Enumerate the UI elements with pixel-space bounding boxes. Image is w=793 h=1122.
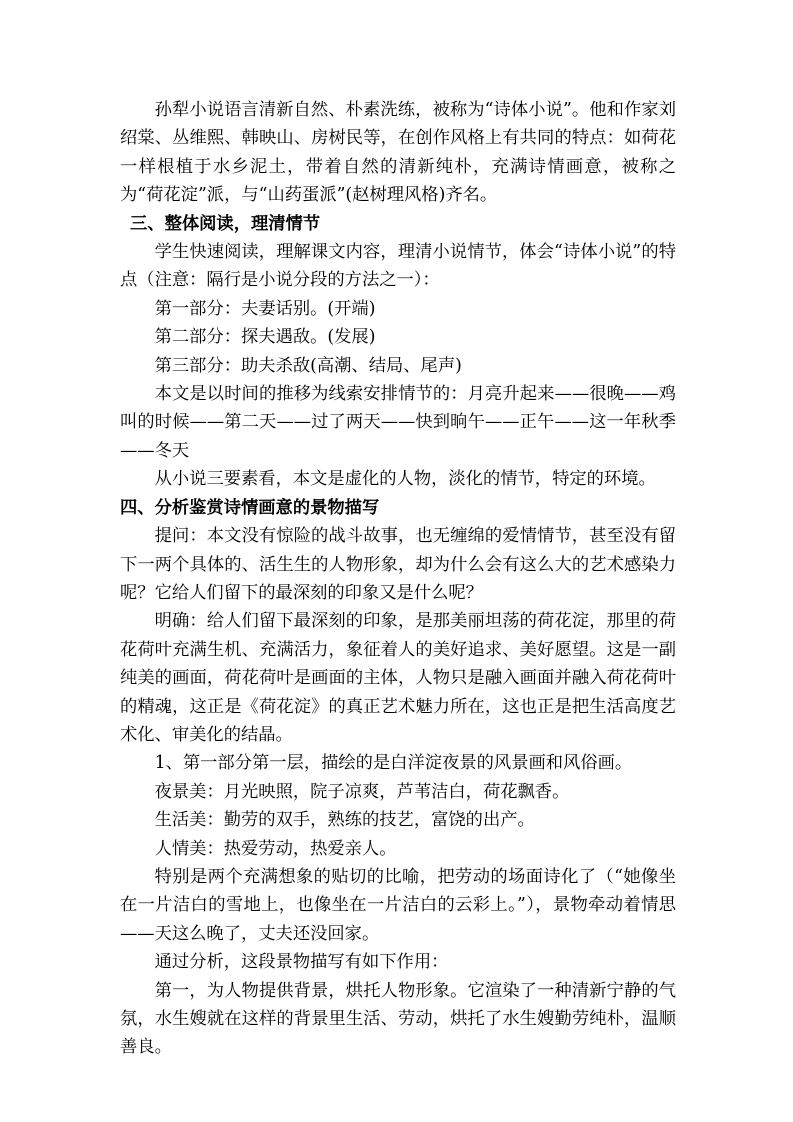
paragraph: 明确：给人们留下最深刻的印象，是那美丽坦荡的荷花淀，那里的荷花荷叶充满生机、充满活力，象征着人的美好追求、美好愿望。这是一副纯美的画面，荷花荷叶是画面的主体，人物只是融入画面并融入荷花荷叶的精魂，这正是《荷花淀》的真正艺术魅力所在，这也正是把生活高度艺术化、审美化的结晶。 bbox=[120, 611, 676, 745]
paragraph: 人情美：热爱劳动，热爱亲人。 bbox=[154, 838, 397, 859]
section-heading: 三、整体阅读，理清情节 bbox=[130, 213, 321, 234]
paragraph: 学生快速阅读，理解课文内容，理清小说情节，体会“诗体小说”的特点（注意：隔行是小说分段的方法之一）： bbox=[120, 242, 676, 291]
paragraph: 第一，为人物提供背景，烘托人物形象。它渲染了一种清新宁静的气氛，水生嫂就在这样的背景里生活、劳动，烘托了水生嫂勤劳纯朴，温顺善良。 bbox=[120, 980, 676, 1058]
paragraph: 第二部分：探夫遇敌。(发展) bbox=[154, 327, 376, 348]
paragraph: 通过分析，这段景物描写有如下作用： bbox=[154, 952, 449, 973]
paragraph: 从小说三要素看，本文是虚化的人物，淡化的情节，特定的环境。 bbox=[154, 469, 656, 490]
paragraph: 特别是两个充满想象的贴切的比喻，把劳动的场面诗化了（“她像坐在一片洁白的雪地上，也像坐在一片洁白的云彩上。”），景物牵动着情思——天这么晚了，丈夫还没回家。 bbox=[120, 866, 676, 944]
paragraph: 提问：本文没有惊险的战斗故事，也无缠绵的爱情情节，甚至没有留下一两个具体的、活生生的人物形象，却为什么会有这么大的艺术感染力呢？它给人们留下的最深刻的印象又是什么呢？ bbox=[120, 526, 676, 603]
paragraph: 生活美：勤劳的双手，熟练的技艺，富饶的出产。 bbox=[154, 810, 535, 831]
section-heading: 四、分析鉴赏诗情画意的景物描写 bbox=[120, 497, 380, 518]
paragraph: 孙犁小说语言清新自然、朴素洗练，被称为“诗体小说”。他和作家刘绍棠、丛维熙、韩映山、房树民等，在创作风格上有共同的特点：如荷花一样根植于水乡泥土，带着自然的清新纯朴，充满诗情画意，被称之为“荷花淀”派，与“山药蛋派”(赵树理风格)齐名。 bbox=[120, 100, 676, 206]
document-page bbox=[120, 96, 676, 1062]
paragraph: 1、第一部分第一层，描绘的是白洋淀夜景的风景画和风俗画。 bbox=[154, 753, 633, 774]
paragraph: 第一部分：夫妻话别。(开端) bbox=[154, 298, 376, 319]
paragraph: 夜景美：月光映照，院子凉爽，芦苇洁白，荷花飘香。 bbox=[154, 781, 570, 802]
paragraph: 第三部分：助夫杀敌(高潮、结局、尾声) bbox=[154, 355, 462, 376]
paragraph: 本文是以时间的推移为线索安排情节的：月亮升起来——很晚——鸡叫的时候——第二天——过了两天——快到晌午——正午——这一年秋季——冬天 bbox=[120, 384, 676, 461]
